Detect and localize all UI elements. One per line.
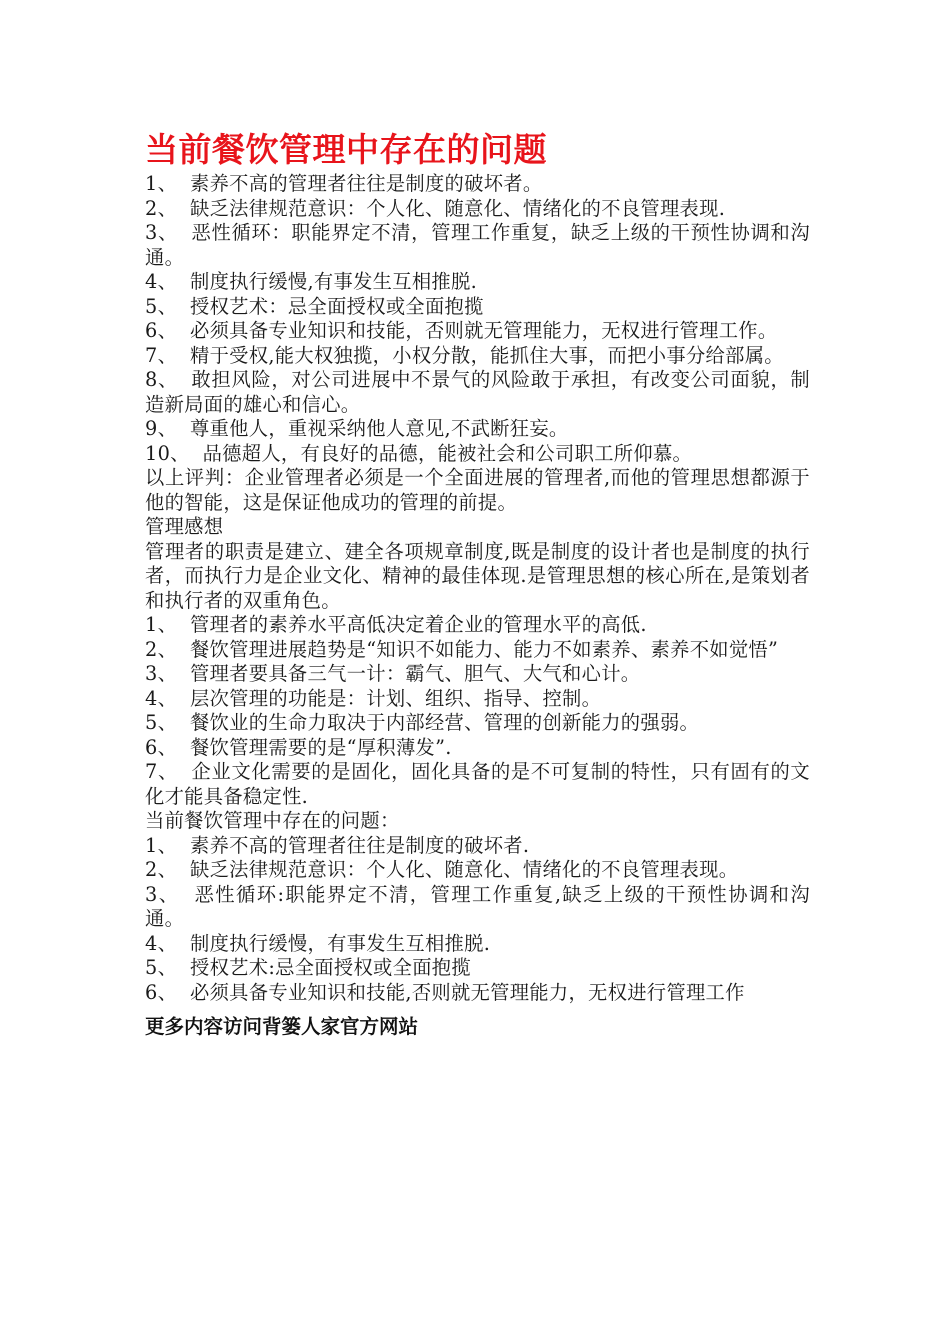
text-line: 3、 管理者要具备三气一计：霸气、胆气、大气和心计。: [145, 662, 641, 685]
document-content: [145, 128, 810, 1041]
text-line: 2、 餐饮管理进展趋势是“知识不如能力、能力不如素养、素养不如觉悟”: [145, 637, 779, 661]
text-line: 10、 品德超人，有良好的品德，能被社会和公司职工所仰慕。: [145, 441, 693, 465]
text-line: 1、 素养不高的管理者往往是制度的破坏者.: [145, 833, 530, 857]
section-heading: 当前餐饮管理中存在的问题：: [145, 809, 400, 832]
text-line: 4、 制度执行缓慢，有事发生互相推脱.: [145, 931, 491, 955]
document-body: [145, 172, 810, 1005]
text-line: 7、 精于受权,能大权独揽，小权分散，能抓住大事，而把小事分给部属。: [145, 343, 784, 367]
text-line: 6、 必须具备专业知识和技能,否则就无管理能力，无权进行管理工作: [145, 980, 745, 1004]
text-line: 6、 餐饮管理需要的是“厚积薄发”.: [145, 735, 452, 759]
text-line: 以上评判：企业管理者必须是一个全面进展的管理者,而他的管理思想都源于他的智能，这是保证他成功的管理的前提。: [145, 466, 810, 514]
section-heading: 管理感想: [145, 515, 224, 538]
text-line: 3、 恶性循环：职能界定不清，管理工作重复，缺乏上级的干预性协调和沟通。: [145, 221, 810, 269]
text-line: 1、 素养不高的管理者往往是制度的破坏者。: [145, 172, 543, 195]
text-line: 管理者的职责是建立、建全各项规章制度,既是制度的设计者也是制度的执行者，而执行力是企业文化、精神的最佳体现.是管理思想的核心所在,是策划者和执行者的双重角色。: [145, 539, 810, 612]
text-line: 8、 敢担风险，对公司进展中不景气的风险敢于承担，有改变公司面貌，制造新局面的雄心和信心。: [145, 368, 810, 416]
text-line: 1、 管理者的素养水平高低决定着企业的管理水平的高低.: [145, 613, 647, 636]
text-line: 5、 授权艺术：忌全面授权或全面抱揽: [145, 294, 484, 318]
text-line: 5、 授权艺术:忌全面授权或全面抱揽: [145, 956, 471, 979]
text-line: 4、 层次管理的功能是：计划、组织、指导、控制。: [145, 686, 602, 710]
text-line: 2、 缺乏法律规范意识：个人化、随意化、情绪化的不良管理表现.: [145, 196, 726, 220]
footer-link-text[interactable]: 更多内容访问背篓人家官方网站: [145, 1015, 419, 1038]
text-line: 3、 恶性循环:职能界定不清，管理工作重复,缺乏上级的干预性协调和沟通。: [145, 882, 810, 930]
text-line: 5、 餐饮业的生命力取决于内部经营、管理的创新能力的强弱。: [145, 711, 700, 734]
text-line: 6、 必须具备专业知识和技能，否则就无管理能力，无权进行管理工作。: [145, 319, 778, 342]
text-line: 4、 制度执行缓慢,有事发生互相推脱.: [145, 270, 478, 293]
page-title: 当前餐饮管理中存在的问题: [145, 130, 547, 169]
text-line: 9、 尊重他人，重视采纳他人意见,不武断狂妄。: [145, 417, 569, 440]
text-line: 7、 企业文化需要的是固化，固化具备的是不可复制的特性，只有固有的文化才能具备稳定性.: [145, 760, 810, 808]
text-line: 2、 缺乏法律规范意识：个人化、随意化、情绪化的不良管理表现。: [145, 858, 739, 881]
